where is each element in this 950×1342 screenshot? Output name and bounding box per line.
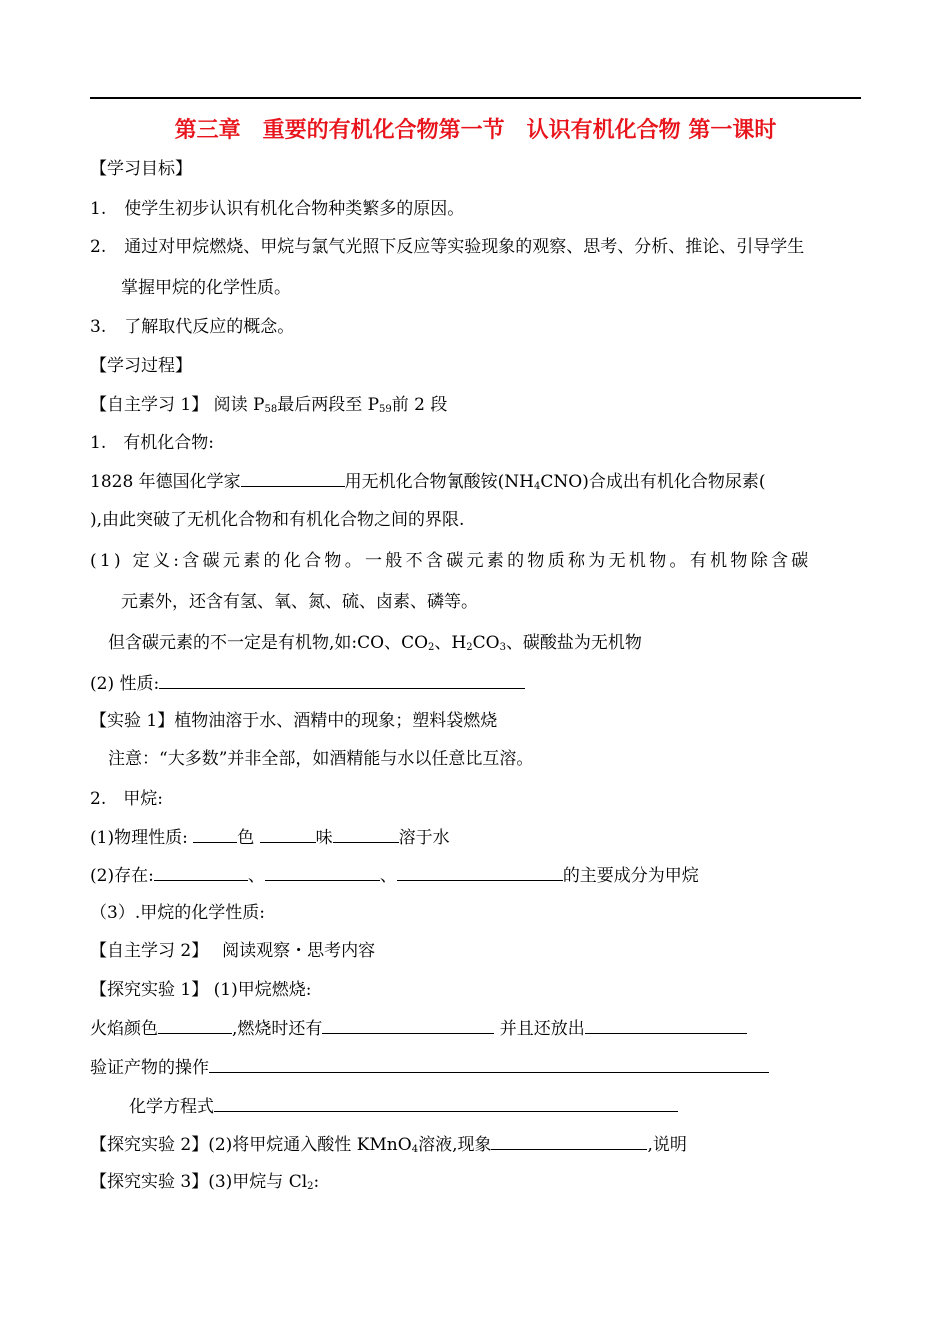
chemist-blank[interactable] — [241, 470, 345, 487]
objective-1-text: 使学生初步认识有机化合物种类繁多的原因。 — [124, 199, 465, 219]
existence-line — [90, 864, 699, 887]
existence-blank-3[interactable] — [397, 864, 563, 881]
page-subscript: 59 — [379, 404, 392, 415]
page-subscript: 58 — [264, 404, 278, 415]
history-text-c: CNO)合成出有机化合物尿素( — [540, 472, 766, 492]
solubility-blank[interactable] — [333, 826, 399, 843]
inquiry-3 — [90, 1171, 319, 1193]
self-study-1-mid: 最后两段至 P — [277, 395, 380, 415]
objective-3-text: 了解取代反应的概念。 — [124, 317, 295, 337]
flame-text-b: ,燃烧时还有 — [232, 1019, 323, 1039]
flame-blank-3[interactable] — [585, 1017, 747, 1034]
inquiry-2-explain: ,说明 — [647, 1135, 687, 1155]
formula-subscript: 4 — [411, 1144, 419, 1155]
phenomenon-blank[interactable] — [491, 1133, 647, 1150]
flame-text-c: 并且还放出 — [494, 1019, 585, 1039]
flame-color-blank[interactable] — [158, 1017, 232, 1034]
inquiry-3-text: 【探究实验 3】(3)甲烷与 Cl — [90, 1172, 308, 1192]
history-text-a: 1828 年德国化学家 — [90, 472, 241, 492]
objective-2-cont: 掌握甲烷的化学性质。 — [121, 278, 291, 298]
inquiry-2-text: 【探究实验 2】(2)将甲烷通入酸性 KMnO — [90, 1135, 412, 1155]
separator: 、 — [247, 866, 265, 886]
solubility-label: 溶于水 — [398, 828, 450, 848]
formula-subscript: 2 — [428, 642, 435, 653]
history-line-2: ),由此突破了无机化合物和有机化合物之间的界限. — [90, 510, 465, 530]
existence-blank-2[interactable] — [265, 864, 380, 881]
section-2-heading: 2. 甲烷: — [90, 789, 163, 809]
process-header: 【学习过程】 — [90, 356, 192, 376]
verify-blank[interactable] — [209, 1056, 769, 1073]
color-blank[interactable] — [193, 826, 237, 843]
objective-1-number: 1. — [90, 199, 107, 219]
verify-label: 验证产物的操作 — [90, 1058, 209, 1078]
note-line: 注意：“大多数”并非全部，如酒精能与水以任意比互溶。 — [108, 749, 534, 769]
property-blank[interactable] — [159, 672, 525, 689]
definition-line: (1) 定义:含碳元素的化合物。一般不含碳元素的物质称为无机物。有机物除含碳 — [90, 551, 812, 571]
verify-line — [90, 1056, 769, 1079]
inorganic-text-b: 、H — [434, 633, 467, 653]
inquiry-1: 【探究实验 1】 (1)甲烷燃烧: — [90, 980, 312, 1000]
objective-3 — [90, 316, 294, 338]
inorganic-text-c: CO — [472, 633, 500, 653]
physical-properties — [90, 826, 450, 849]
smell-blank[interactable] — [260, 826, 316, 843]
physical-label: (1)物理性质: — [90, 828, 194, 848]
objective-2-text: 通过对甲烷燃烧、甲烷与氯气光照下反应等实验现象的观察、思考、分析、推论、引导学生 — [124, 237, 805, 257]
flame-label: 火焰颜色 — [90, 1019, 158, 1039]
inquiry-3-colon: : — [313, 1172, 320, 1192]
formula-subscript: 2 — [307, 1181, 314, 1192]
inorganic-line — [108, 632, 642, 654]
property-label: (2) 性质: — [90, 674, 160, 694]
color-label: 色 — [237, 828, 260, 848]
equation-line — [129, 1095, 678, 1118]
experiment-1: 【实验 1】植物油溶于水、酒精中的现象；塑料袋燃烧 — [90, 711, 498, 731]
self-study-1-text: 【自主学习 1】 阅读 P — [90, 395, 265, 415]
flame-blank-2[interactable] — [322, 1017, 494, 1034]
objective-1 — [90, 198, 464, 220]
formula-subscript: 4 — [534, 481, 541, 492]
inquiry-2 — [90, 1133, 687, 1156]
existence-text: 的主要成分为甲烷 — [562, 866, 699, 886]
self-study-2: 【自主学习 2】 阅读观察・思考内容 — [90, 941, 376, 961]
objective-2 — [90, 236, 804, 258]
definition-cont: 元素外，还含有氢、氧、氮、硫、卤素、磷等。 — [121, 592, 478, 612]
self-study-1-end: 前 2 段 — [391, 395, 448, 415]
inorganic-text-a: 但含碳元素的不一定是有机物,如:CO、CO — [108, 633, 429, 653]
page-title: 第三章 重要的有机化合物第一节 认识有机化合物 第一课时 — [174, 118, 777, 143]
inorganic-text-d: 、碳酸盐为无机物 — [505, 633, 642, 653]
flame-line — [90, 1017, 747, 1040]
smell-label: 味 — [315, 828, 333, 848]
equation-blank[interactable] — [214, 1095, 678, 1112]
property-line — [90, 672, 525, 695]
existence-blank-1[interactable] — [154, 864, 248, 881]
history-text-b: 用无机化合物氰酸铵(NH — [344, 472, 535, 492]
separator: 、 — [379, 866, 397, 886]
chemical-properties-heading: （3）.甲烷的化学性质: — [90, 903, 265, 923]
equation-label: 化学方程式 — [129, 1097, 214, 1117]
existence-label: (2)存在: — [90, 866, 154, 886]
header-rule — [90, 97, 861, 99]
history-line — [90, 470, 765, 493]
inquiry-2-phenomenon: 溶液,现象 — [418, 1135, 492, 1155]
objectives-header: 【学习目标】 — [90, 159, 192, 179]
section-1-heading: 1. 有机化合物: — [90, 433, 214, 453]
formula-subscript: 3 — [499, 642, 506, 653]
objective-3-number: 3. — [90, 317, 107, 337]
self-study-1 — [90, 394, 447, 416]
objective-2-number: 2. — [90, 237, 107, 257]
formula-subscript: 2 — [466, 642, 473, 653]
